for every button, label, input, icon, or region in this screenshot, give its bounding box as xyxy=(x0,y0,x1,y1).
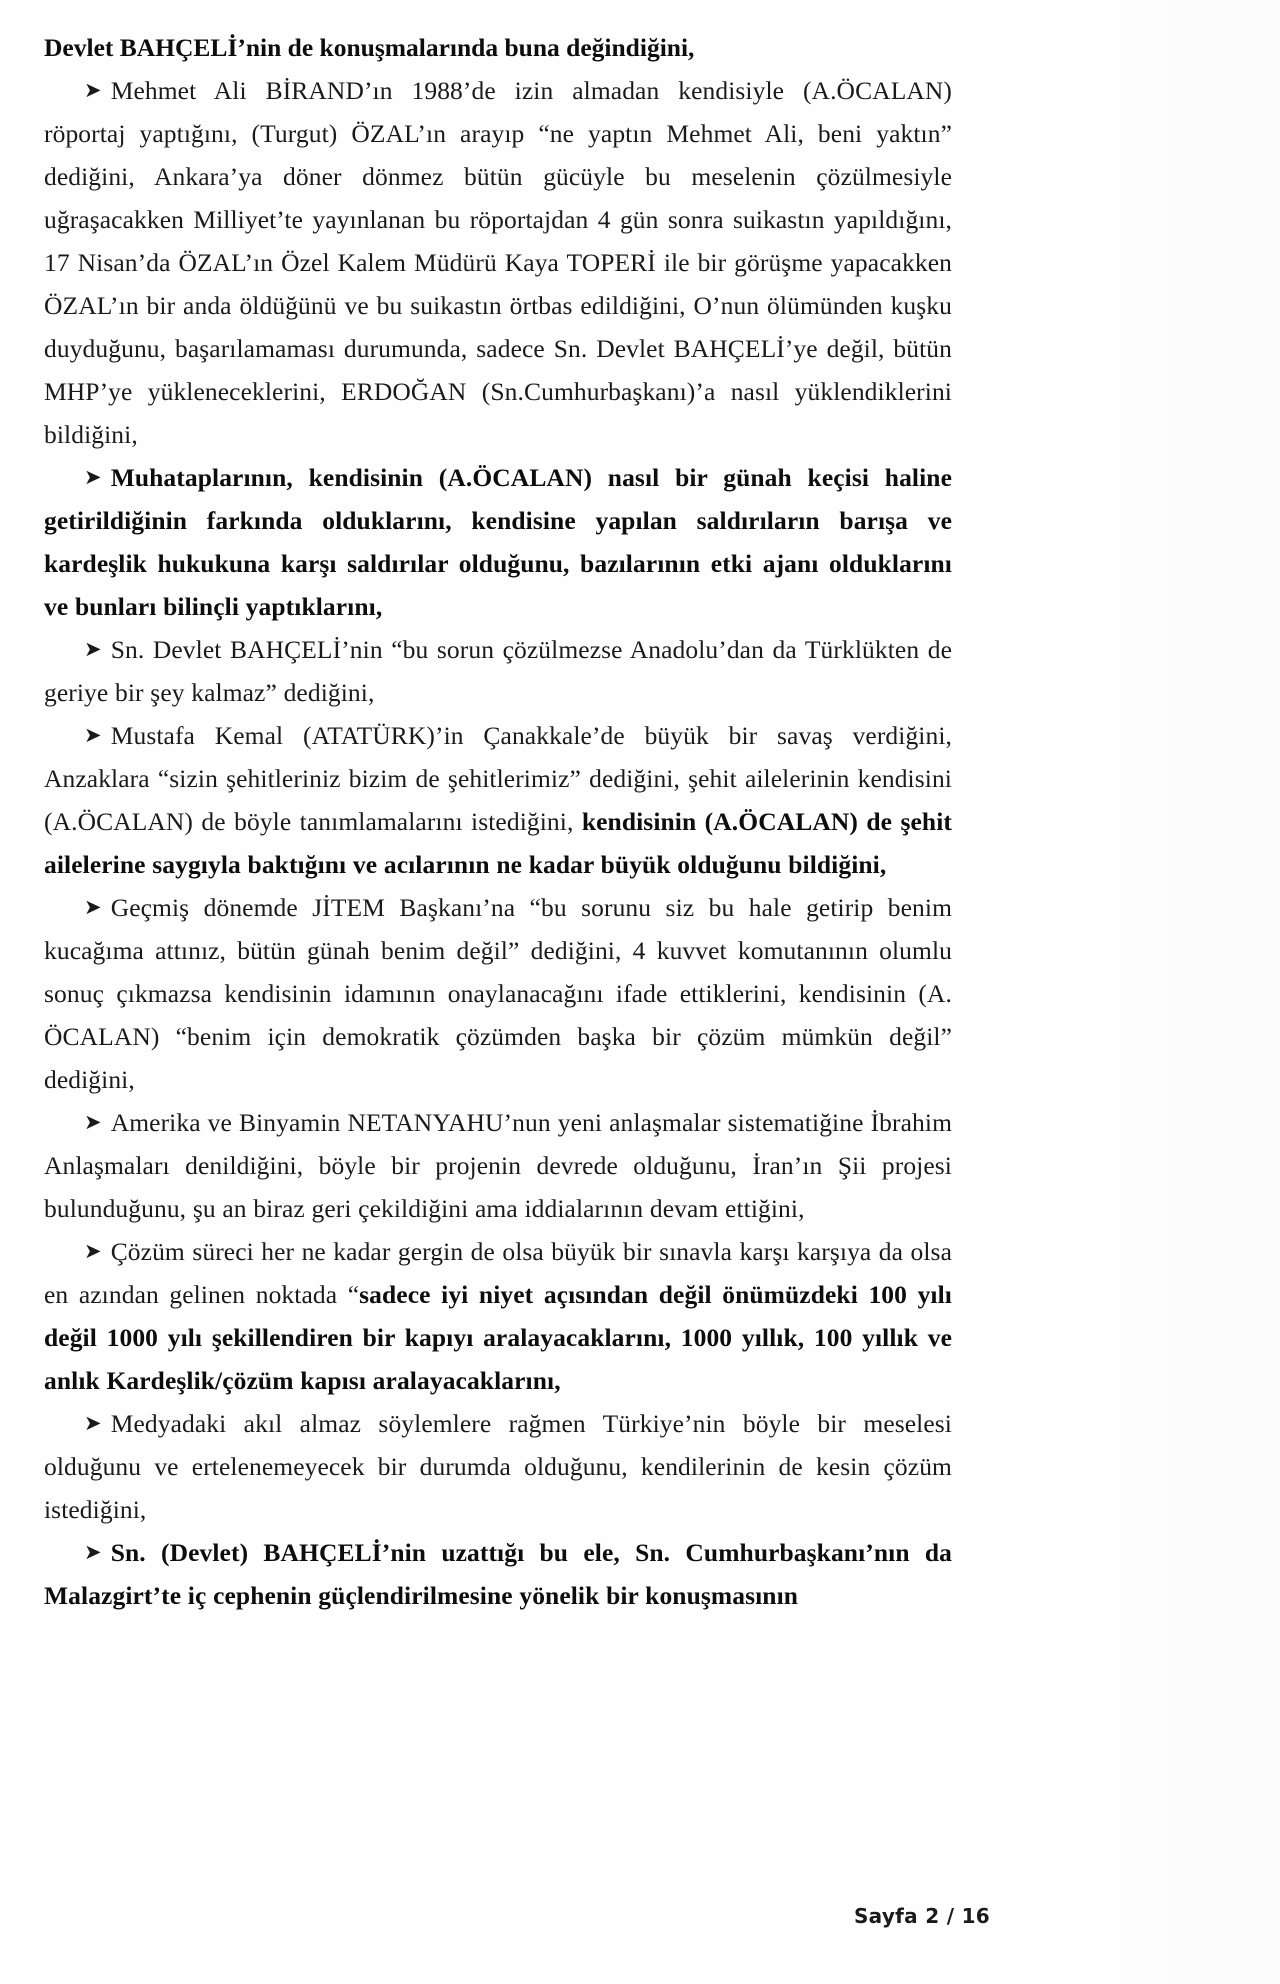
list-item xyxy=(44,456,952,628)
list-item-text: Çözüm süreci her ne kadar gergin de olsa büyük bir sınavla karşı karşıya da olsa en azından gelinen noktada “ xyxy=(44,1237,952,1309)
arrow-bullet-icon: ➤ xyxy=(84,1110,102,1134)
list-item-text: Mehmet Ali BİRAND’ın 1988’de izin almadan kendisiyle (A.ÖCALAN) röportaj yaptığını, (Turgut) ÖZAL’ın arayıp “ne yaptın Mehmet Ali, beni yaktın” dediğini, Ankara’ya döner dönmez bütün gücüyle bu meselenin çözülmesiyle uğraşacakken Milliyet’te yayınlanan bu röportajdan 4 gün sonra suikastın yapıldığını, 17 Nisan’da ÖZAL’ın Özel Kalem Müdürü Kaya TOPERİ ile bir görüşme yapacakken ÖZAL’ın bir anda öldüğünü ve bu suikastın örtbas edildiğini, O’nun ölümünden kuşku duyduğunu, başarılamaması durumunda, sadece Sn. Devlet BAHÇELİ’ye değil, bütün MHP’ye yükleneceklerini, ERDOĞAN (Sn.Cumhurbaşkanı)’a nasıl yüklendiklerini bildiğini, xyxy=(44,76,952,449)
list-item xyxy=(44,1101,952,1230)
list-item xyxy=(44,69,952,456)
arrow-bullet-icon: ➤ xyxy=(84,1540,102,1564)
list-item-text: Sn. Devlet BAHÇELİ’nin “bu sorun çözülmezse Anadolu’dan da Türklükten de geriye bir şey kalmaz” dediğini, xyxy=(44,635,952,707)
arrow-bullet-icon: ➤ xyxy=(84,723,102,747)
list-item xyxy=(44,628,952,714)
list-item-text-emphasis: kendisinin (A.ÖCALAN) de şehit ailelerine saygıyla baktığını ve acılarının ne kadar büyük olduğunu bildiğini, xyxy=(44,807,952,879)
page-number-label: Sayfa 2 / 16 xyxy=(853,1904,990,1928)
list-item-text: Medyadaki akıl almaz söylemlere rağmen Türkiye’nin böyle bir meselesi olduğunu ve ertelenemeyecek bir durumda olduğunu, kendilerinin de kesin çözüm istediğini, xyxy=(44,1409,952,1524)
document-body xyxy=(44,26,952,1617)
arrow-bullet-icon: ➤ xyxy=(84,1411,102,1435)
list-item-text: Muhataplarının, kendisinin (A.ÖCALAN) nasıl bir günah keçisi haline getirildiğinin farkında olduklarını, kendisine yapılan saldırıların barışa ve kardeşlik hukukuna karşı saldırılar olduğunu, bazılarının etki ajanı olduklarını ve bunları bilinçli yaptıklarını, xyxy=(44,463,952,621)
list-item xyxy=(44,1230,952,1402)
arrow-bullet-icon: ➤ xyxy=(84,1239,102,1263)
arrow-bullet-icon: ➤ xyxy=(84,78,102,102)
list-item xyxy=(44,1402,952,1531)
list-item-text: Mustafa Kemal (ATATÜRK)’in Çanakkale’de büyük bir savaş verdiğini, Anzaklara “sizin şehitleriniz bizim de şehitlerimiz” dediğini, şehit ailelerinin kendisini (A.ÖCALAN) de böyle tanımlamalarını istediğini, xyxy=(44,721,952,836)
arrow-bullet-icon: ➤ xyxy=(84,637,102,661)
page-footer xyxy=(82,1904,990,1928)
list-item-text: Amerika ve Binyamin NETANYAHU’nun yeni anlaşmalar sistematiğine İbrahim Anlaşmaları denildiğini, böyle bir projenin devrede olduğunu, İran’ın Şii projesi bulunduğunu, şu an biraz geri çekildiğini ama iddialarının devam ettiğini, xyxy=(44,1108,952,1223)
list-item-text: Geçmiş dönemde JİTEM Başkanı’na “bu sorunu siz bu hale getirip benim kucağıma attınız, bütün günah benim değil” dediğini, 4 kuvvet komutanının olumlu sonuç çıkmazsa kendisinin idamının onaylanacağını ifade ettiklerini, kendisinin (A. ÖCALAN) “benim için demokratik çözümden başka bir çözüm mümkün değil” dediğini, xyxy=(44,893,952,1094)
arrow-bullet-icon: ➤ xyxy=(84,465,102,489)
list-item xyxy=(44,1531,952,1617)
paragraph-heading: Devlet BAHÇELİ’nin de konuşmalarında buna değindiğini, xyxy=(44,33,695,62)
list-item xyxy=(44,886,952,1101)
list-item-text: Sn. (Devlet) BAHÇELİ’nin uzattığı bu ele, Sn. Cumhurbaşkanı’nın da Malazgirt’te iç cephenin güçlendirilmesine yönelik bir konuşmasının xyxy=(44,1538,952,1610)
arrow-bullet-icon: ➤ xyxy=(84,895,102,919)
list-item xyxy=(44,714,952,886)
list-item-text-emphasis: sadece iyi niyet açısından değil önümüzdeki 100 yılı değil 1000 yılı şekillendiren bir kapıyı aralayacaklarını, 1000 yıllık, 100 yıllık ve anlık Kardeşlik/çözüm kapısı aralayacaklarını, xyxy=(44,1280,952,1395)
